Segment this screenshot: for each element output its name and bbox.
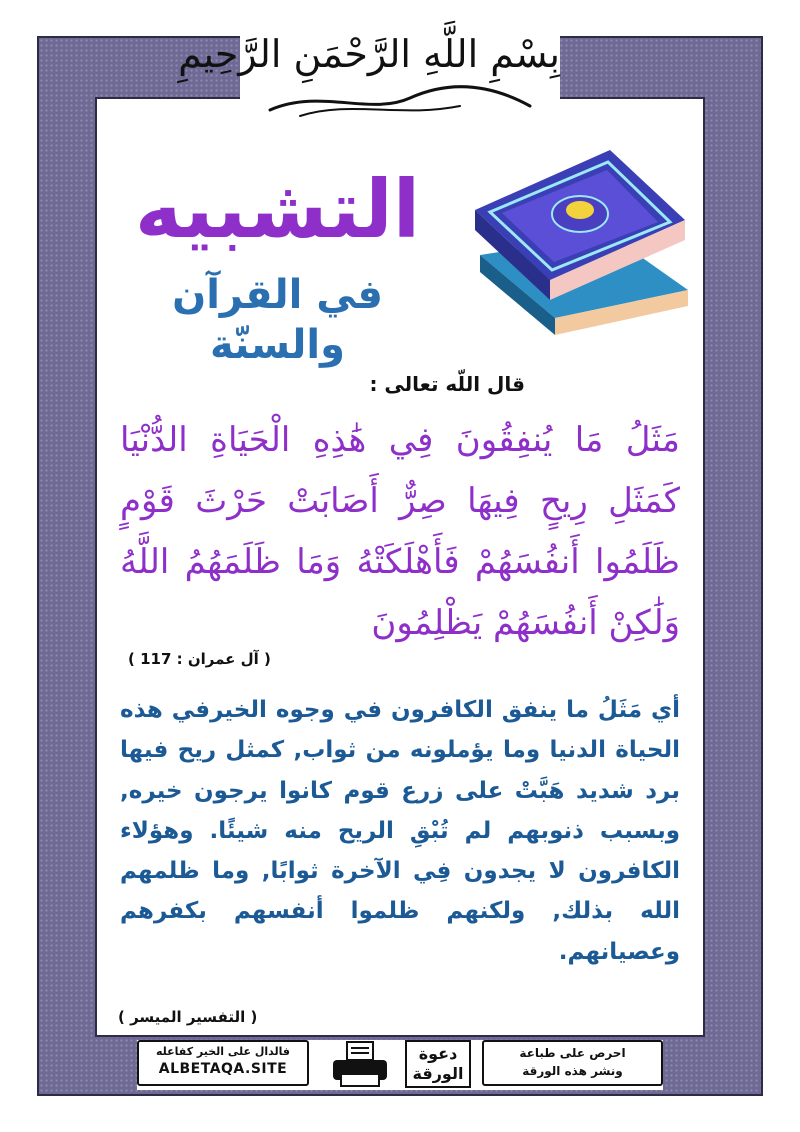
page-subtitle: في القرآن والسنّة [172,272,383,368]
printer-icon [327,1040,392,1088]
logo-line2: الورقة [412,1064,464,1083]
verse-intro: قال اللّه تعالى : [369,372,525,396]
print-note-line1: احرص على طباعة [519,1046,626,1060]
site-box [137,1040,309,1086]
quran-verse: مَثَلُ مَا يُنفِقُونَ فِي هَٰذِهِ الْحَيَاةِ الدُّنْيَا كَمَثَلِ رِيحٍ فِيهَا صِرٌّ أَصَابَتْ حَرْثَ قَوْمٍ ظَلَمُوا أَنفُسَهُمْ فَأَهْلَكَتْهُ وَمَا ظَلَمَهُمُ اللَّهُ وَلَٰكِنْ أَنفُسَهُمْ يَظْلِمُونَ [120,420,680,643]
logo-line1: دعوة [418,1044,458,1063]
print-note-box [482,1040,663,1086]
footer-bar [137,1040,663,1090]
calligraphy-swash-icon [260,80,540,120]
basmala-header [178,20,560,120]
page-title: التشبيه [134,163,421,256]
tafsir-text: أي مَثَلُ ما ينفق الكافرون في وجوه الخيرفي هذه الحياة الدنيا وما يؤملونه من ثواب, كمثل ريح فيها برد شديد هَبَّتْ على زرع قوم كانوا يرجون خيره, وبسبب ذنوبهم لم تُبْقِ الريح منه شيئًا. وهؤلاء الكافرون لا يجدون فِي الآخرة ثوابًا, وما ظلمهم الله بذلك, ولكنهم ظلموا أنفسهم بكفرهم وعصيانهم. [120,697,680,965]
basmala-text: بِسْمِ اللَّهِ الرَّحْمَنِ الرَّحِيمِ [178,32,560,76]
print-note-line2: ونشر هذه الورقة [522,1064,623,1078]
book-stack-icon [460,140,700,340]
verse-reference: ( آل عمران : 117 ) [128,650,271,668]
tafsir-reference: ( التفسير الميسر ) [118,1008,258,1026]
site-url[interactable]: ALBETAQA.SITE [158,1061,288,1077]
logo-mark [405,1040,471,1088]
footer-proverb: فالدال على الخير كفاعله [155,1045,291,1058]
